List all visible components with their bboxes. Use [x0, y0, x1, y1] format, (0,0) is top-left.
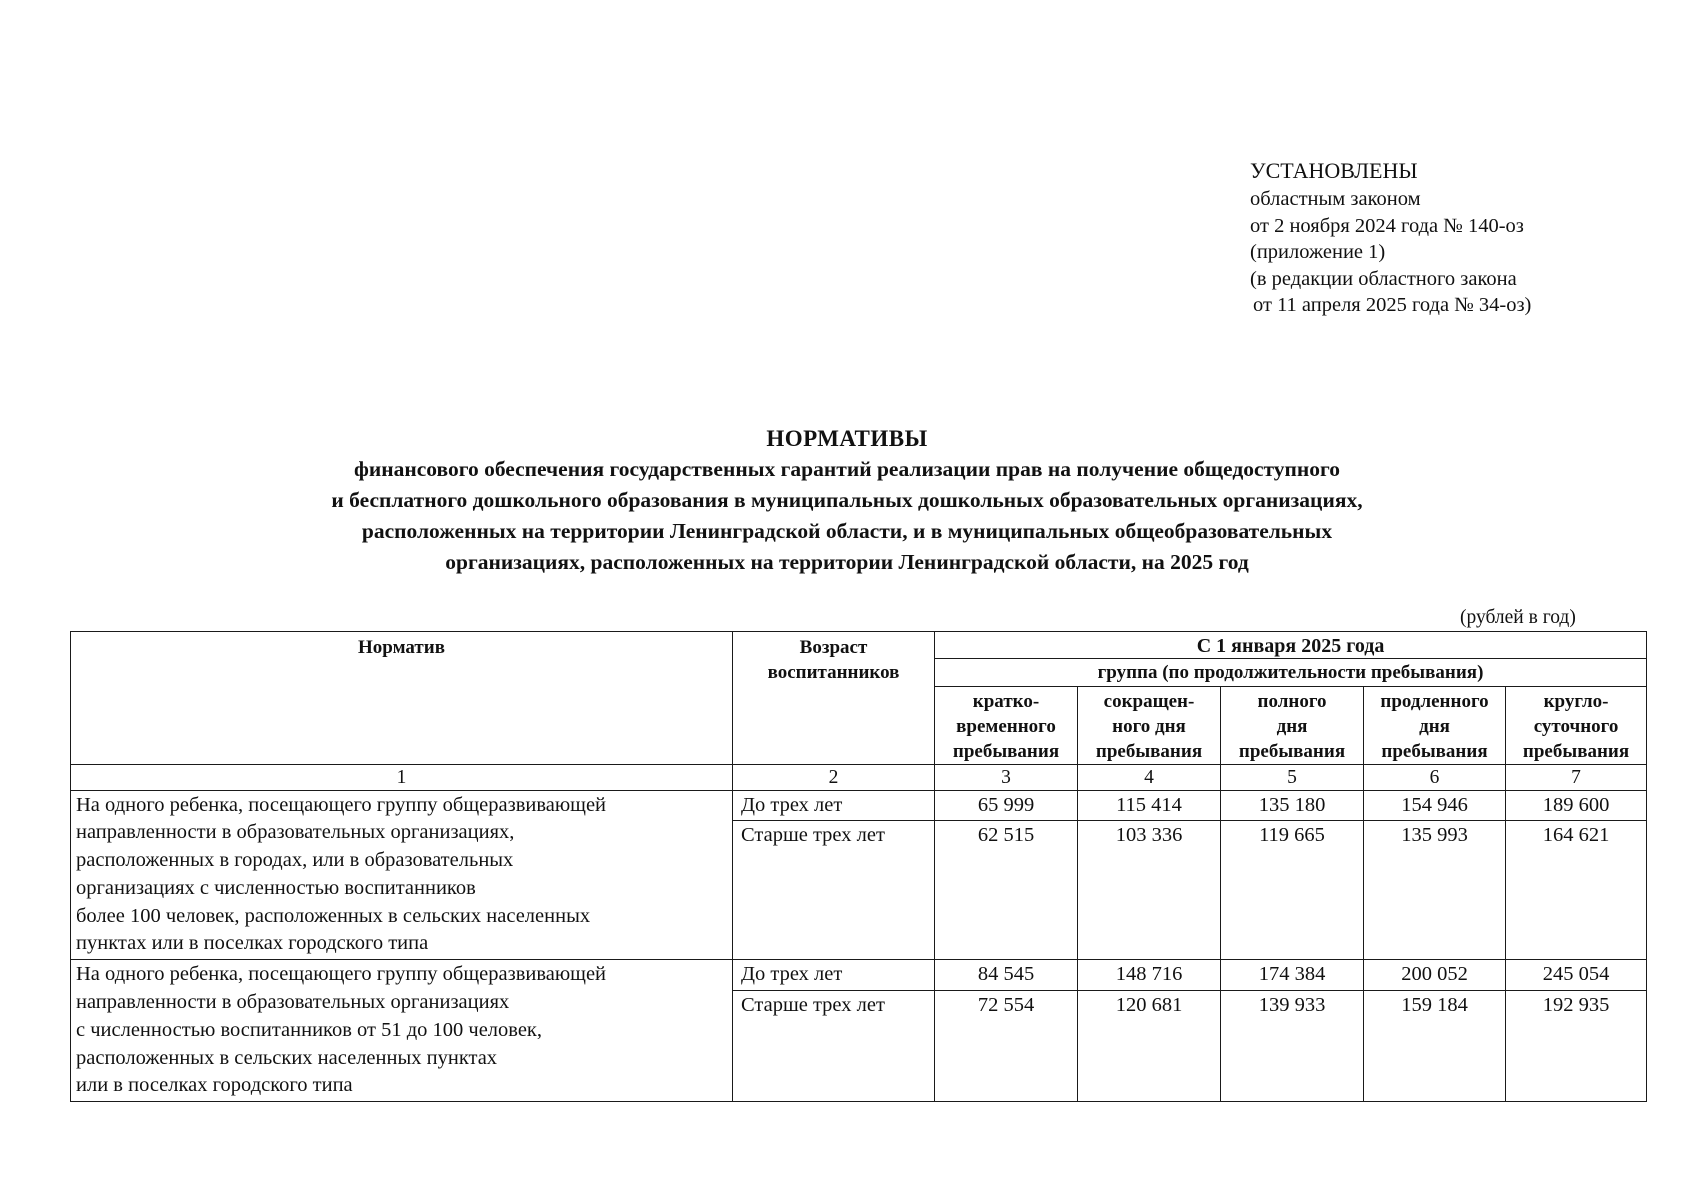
approval-heading: УСТАНОВЛЕНЫ: [1250, 158, 1418, 183]
title-line: организациях, расположенных на территории Ленинградской области, на 2025 год: [445, 550, 1249, 574]
value-cell: 200 052: [1364, 960, 1506, 991]
header-period-line: пребывания: [1522, 740, 1630, 762]
age-cell: Старше трех лет: [733, 821, 935, 960]
column-number: 5: [1221, 764, 1364, 790]
column-number: 6: [1364, 764, 1506, 790]
value-cell: 164 621: [1506, 821, 1647, 960]
description-line: На одного ребенка, посещающего группу общеразвивающей: [76, 793, 607, 816]
table-row: [71, 960, 1647, 991]
value-cell: 148 716: [1078, 960, 1221, 991]
document-title: [0, 424, 1694, 578]
value-cell: 189 600: [1506, 790, 1647, 821]
header-age: Возраст воспитанников: [733, 632, 935, 765]
column-number: 4: [1078, 764, 1221, 790]
header-period-line: пребывания: [1238, 740, 1346, 762]
description-line: направленности в образовательных организациях,: [76, 821, 515, 844]
description-line: пунктах или в поселках городского типа: [76, 932, 429, 955]
title-line: и бесплатного дошкольного образования в муниципальных дошкольных образовательных организациях,: [331, 488, 1363, 512]
header-period: [1221, 686, 1364, 764]
value-cell: 154 946: [1364, 790, 1506, 821]
norms-table: [70, 631, 1647, 1102]
value-cell: 72 554: [935, 991, 1078, 1102]
column-number: 2: [733, 764, 935, 790]
value-cell: 192 935: [1506, 991, 1647, 1102]
approval-line: от 11 апреля 2025 года № 34-оз): [1253, 294, 1532, 316]
column-number: 3: [935, 764, 1078, 790]
header-date: С 1 января 2025 года: [935, 632, 1647, 659]
header-period: [935, 686, 1078, 764]
normative-description: [71, 960, 733, 1102]
value-cell: 135 993: [1364, 821, 1506, 960]
approval-stamp: [1250, 156, 1531, 319]
approval-line: областным законом: [1250, 188, 1421, 210]
value-cell: 84 545: [935, 960, 1078, 991]
header-period: [1364, 686, 1506, 764]
approval-line: (приложение 1): [1250, 241, 1386, 263]
units-note: (рублей в год): [1460, 607, 1576, 628]
value-cell: 103 336: [1078, 821, 1221, 960]
description-line: или в поселках городского типа: [76, 1074, 353, 1097]
title-line: финансового обеспечения государственных гарантий реализации прав на получение общедоступного: [353, 457, 1341, 481]
title-main: НОРМАТИВЫ: [766, 426, 928, 451]
description-line: более 100 человек, расположенных в сельских населенных: [76, 904, 591, 927]
value-cell: 245 054: [1506, 960, 1647, 991]
header-period: [1506, 686, 1647, 764]
header-period-line: сокращен-: [1103, 690, 1195, 712]
column-number: 7: [1506, 764, 1647, 790]
header-normative: Норматив: [71, 632, 733, 765]
description-line: направленности в образовательных организациях: [76, 991, 510, 1014]
header-period-line: пребывания: [952, 740, 1060, 762]
header-period-line: пребывания: [1095, 740, 1203, 762]
value-cell: 119 665: [1221, 821, 1364, 960]
value-cell: 62 515: [935, 821, 1078, 960]
header-period-line: ного дня: [1112, 715, 1186, 737]
value-cell: 135 180: [1221, 790, 1364, 821]
approval-line: от 2 ноября 2024 года № 140-оз: [1250, 214, 1524, 237]
header-period-line: кратко-: [972, 690, 1040, 712]
header-period-line: продленного: [1380, 690, 1489, 712]
description-line: расположенных в сельских населенных пунктах: [76, 1046, 498, 1069]
description-line: организациях с численностью воспитанников: [76, 876, 476, 899]
header-period-line: суточного: [1533, 715, 1619, 737]
description-line: На одного ребенка, посещающего группу общеразвивающей: [76, 963, 607, 986]
header-period-line: дня: [1419, 715, 1450, 737]
normative-description: [71, 790, 733, 960]
value-cell: 120 681: [1078, 991, 1221, 1102]
header-period-line: временного: [956, 715, 1056, 737]
value-cell: 139 933: [1221, 991, 1364, 1102]
header-period-line: кругло-: [1543, 690, 1609, 712]
age-cell: До трех лет: [733, 790, 935, 821]
value-cell: 65 999: [935, 790, 1078, 821]
description-line: с численностью воспитанников от 51 до 100 человек,: [76, 1018, 543, 1041]
table-row: [71, 790, 1647, 821]
title-line: расположенных на территории Ленинградской области, и в муниципальных общеобразовательных: [361, 519, 1333, 543]
value-cell: 159 184: [1364, 991, 1506, 1102]
value-cell: 115 414: [1078, 790, 1221, 821]
header-period-line: полного: [1257, 690, 1327, 712]
header-period-line: пребывания: [1381, 740, 1488, 762]
age-cell: Старше трех лет: [733, 991, 935, 1102]
header-period-line: дня: [1276, 715, 1308, 737]
value-cell: 174 384: [1221, 960, 1364, 991]
header-group: группа (по продолжительности пребывания): [935, 659, 1647, 687]
approval-line: (в редакции областного закона: [1250, 267, 1517, 290]
description-line: расположенных в городах, или в образовательных: [76, 849, 514, 872]
column-numbers-row: [71, 764, 1647, 790]
column-number: 1: [71, 764, 733, 790]
age-cell: До трех лет: [733, 960, 935, 991]
header-period: [1078, 686, 1221, 764]
